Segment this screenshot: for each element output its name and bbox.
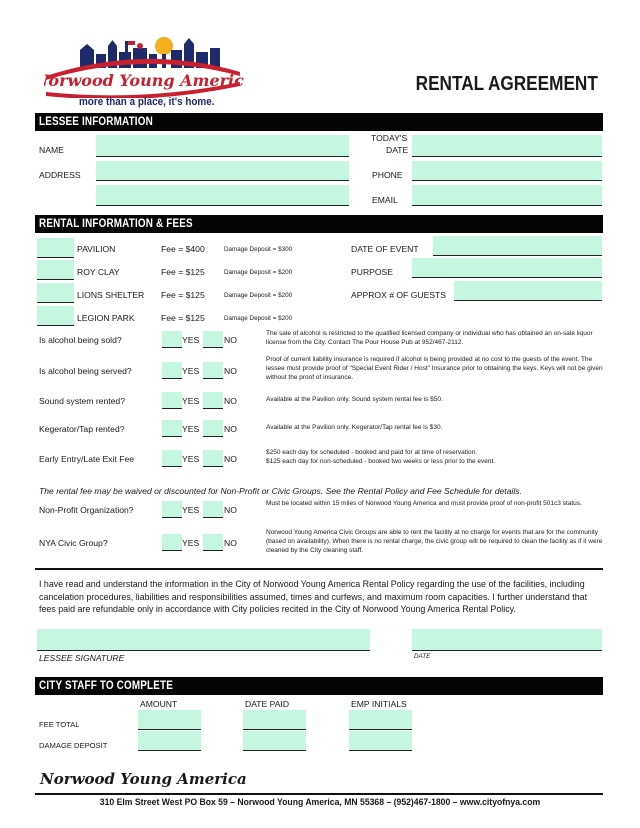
question-note: The sale of alcohol is restricted to the qualified licensed company or individual who has obtained an on-sale liquor license from the City. Contact The Pour House Pub at 952/467-2112. <box>266 330 593 346</box>
facility-fee: Fee = $125 <box>161 267 205 277</box>
row-label: DAMAGE DEPOSIT <box>39 741 108 750</box>
group-question-label: Non-Profit Organization? <box>39 505 134 515</box>
footer-address: 310 Elm Street West PO Box 59 – Norwood Young America, MN 55368 – (952)467-1800 – www.cityofnya.com <box>99 797 541 808</box>
signature-date-field[interactable] <box>412 629 602 651</box>
yes-checkbox[interactable] <box>162 362 182 379</box>
question-label: Is alcohol being sold? <box>39 335 122 345</box>
facility-deposit: Damage Deposit = $200 <box>224 292 293 299</box>
facility-fee: Fee = $400 <box>161 244 205 254</box>
no-label: NO <box>224 454 237 464</box>
yes-label: YES <box>182 454 200 464</box>
skyline-logo-graphic <box>44 36 244 98</box>
no-checkbox[interactable] <box>203 420 223 437</box>
yes-checkbox[interactable] <box>162 392 182 409</box>
deposit-emp-initials-field[interactable] <box>349 731 412 751</box>
date-of-event-label: DATE OF EVENT <box>351 244 419 254</box>
facility-deposit: Damage Deposit = $200 <box>224 269 293 276</box>
purpose-field[interactable] <box>412 258 602 278</box>
section-header-lessee <box>35 113 603 131</box>
yes-label: YES <box>182 366 200 376</box>
yes-label: YES <box>182 424 200 434</box>
lessee-signature-field[interactable] <box>37 629 370 651</box>
waiver-note: The rental fee may be waived or discounted for Non-Profit or Civic Groups. See the Rental Policy and Fee Schedule for details. <box>39 486 522 496</box>
facility-deposit: Damage Deposit = $200 <box>224 315 293 322</box>
no-checkbox[interactable] <box>203 450 223 467</box>
facility-checkbox[interactable] <box>37 260 74 280</box>
no-label: NO <box>224 505 237 515</box>
yes-checkbox[interactable] <box>162 450 182 467</box>
group-question-label: NYA Civic Group? <box>39 538 108 548</box>
question-label: Is alcohol being served? <box>39 366 132 376</box>
date-of-event-field[interactable] <box>433 236 602 256</box>
facility-checkbox[interactable] <box>37 238 74 258</box>
email-label: EMAIL <box>372 195 398 205</box>
todays-label: TODAY'S <box>371 133 408 143</box>
yes-checkbox[interactable] <box>162 534 182 551</box>
group-question-note: Norwood Young America Civic Groups are able to rent the facility at no charge for events that are for the community (based on availability). When there is no rental charge, the civic group will be required to clean the facility as if it were cleaned by the City cleaning staff. <box>266 529 603 554</box>
section-title: CITY STAFF TO COMPLETE <box>39 680 174 692</box>
footer-divider <box>35 793 603 795</box>
facility-name: PAVILION <box>77 244 116 254</box>
fee-total-emp-initials-field[interactable] <box>349 710 412 730</box>
section-header-staff <box>35 677 603 695</box>
city-logo <box>44 36 244 110</box>
page-title: RENTAL AGREEMENT <box>415 73 598 95</box>
yes-checkbox[interactable] <box>162 420 182 437</box>
section-header-rental <box>35 215 603 233</box>
yes-label: YES <box>182 538 200 548</box>
purpose-label: PURPOSE <box>351 267 394 277</box>
question-note: Available at the Pavilion only. Sound system rental fee is $50. <box>266 396 443 403</box>
deposit-date-paid-field[interactable] <box>243 731 306 751</box>
facility-fee: Fee = $125 <box>161 290 205 300</box>
no-checkbox[interactable] <box>203 331 223 348</box>
no-checkbox[interactable] <box>203 534 223 551</box>
address-field-line2[interactable] <box>96 185 349 206</box>
no-label: NO <box>224 396 237 406</box>
yes-label: YES <box>182 396 200 406</box>
section-title: LESSEE INFORMATION <box>39 116 153 128</box>
group-question-note: Must be located within 15 miles of Norwood Young America and must provide proof of non-profit 501c3 status. <box>266 500 582 507</box>
phone-field[interactable] <box>412 161 602 181</box>
yes-checkbox[interactable] <box>162 501 182 518</box>
question-label: Sound system rented? <box>39 396 125 406</box>
guests-field[interactable] <box>454 281 602 301</box>
deposit-amount-field[interactable] <box>138 731 201 751</box>
no-checkbox[interactable] <box>203 392 223 409</box>
phone-label: PHONE <box>372 170 403 180</box>
column-header: AMOUNT <box>140 699 178 709</box>
column-header: EMP INITIALS <box>351 699 407 709</box>
no-label: NO <box>224 538 237 548</box>
divider <box>35 568 603 570</box>
no-label: NO <box>224 424 237 434</box>
footer-script-name: Norwood Young America <box>40 770 247 788</box>
question-label: Early Entry/Late Exit Fee <box>39 454 135 464</box>
address-field-line1[interactable] <box>96 161 349 181</box>
no-checkbox[interactable] <box>203 362 223 379</box>
yes-label: YES <box>182 335 200 345</box>
facility-deposit: Damage Deposit = $300 <box>224 246 293 253</box>
signature-date-label: DATE <box>414 653 431 660</box>
name-label: NAME <box>39 145 64 155</box>
logo-wordmark: Norwood Young America <box>44 71 244 90</box>
section-title: RENTAL INFORMATION & FEES <box>39 218 193 230</box>
date-label: DATE <box>386 145 409 155</box>
signature-label: LESSEE SIGNATURE <box>39 653 125 663</box>
name-field[interactable] <box>96 135 349 157</box>
no-checkbox[interactable] <box>203 501 223 518</box>
guests-label: APPROX # OF GUESTS <box>351 290 447 300</box>
fee-total-amount-field[interactable] <box>138 710 201 730</box>
email-field[interactable] <box>412 185 602 206</box>
no-label: NO <box>224 335 237 345</box>
agreement-paragraph: I have read and understand the information in the City of Norwood Young America Rental Policy regarding the use of the facilities, including cancelation procedures, liabilities and responsibilities assumed, times and curfews, and maximum room capacities. I further understand that fees paid are refundable only in accordance with City policies recited in the City of Norwood Young America Rental Policy. <box>39 579 588 615</box>
yes-label: YES <box>182 505 200 515</box>
facility-checkbox[interactable] <box>37 306 74 326</box>
facility-name: LEGION PARK <box>77 313 135 323</box>
address-label: ADDRESS <box>39 170 81 180</box>
question-label: Kegerator/Tap rented? <box>39 424 125 434</box>
todays-date-field[interactable] <box>412 135 602 157</box>
yes-checkbox[interactable] <box>162 331 182 348</box>
question-note: $250 each day for scheduled - booked and paid for at time of reservation. $125 each day for non-scheduled - booked two weeks or less prior to the event. <box>266 449 496 465</box>
facility-name: LIONS SHELTER <box>77 290 145 300</box>
facility-checkbox[interactable] <box>37 283 74 303</box>
facility-name: ROY CLAY <box>77 267 120 277</box>
fee-total-date-paid-field[interactable] <box>243 710 306 730</box>
row-label: FEE TOTAL <box>39 720 80 729</box>
question-note: Proof of current liability insurance is required if alcohol is being provided at no cost to the guests of the event. The lessee must provide proof of "Special Event Rider / Host" Insurance prior to obtaining the keys. Keys will not be given without the proof of insurance. <box>266 356 603 381</box>
no-label: NO <box>224 366 237 376</box>
column-header: DATE PAID <box>245 699 290 709</box>
facility-fee: Fee = $125 <box>161 313 205 323</box>
tagline: more than a place, it's home. <box>79 96 215 108</box>
question-note: Available at the Pavilion only. Kegerator/Tap rental fee is $30. <box>266 424 443 431</box>
